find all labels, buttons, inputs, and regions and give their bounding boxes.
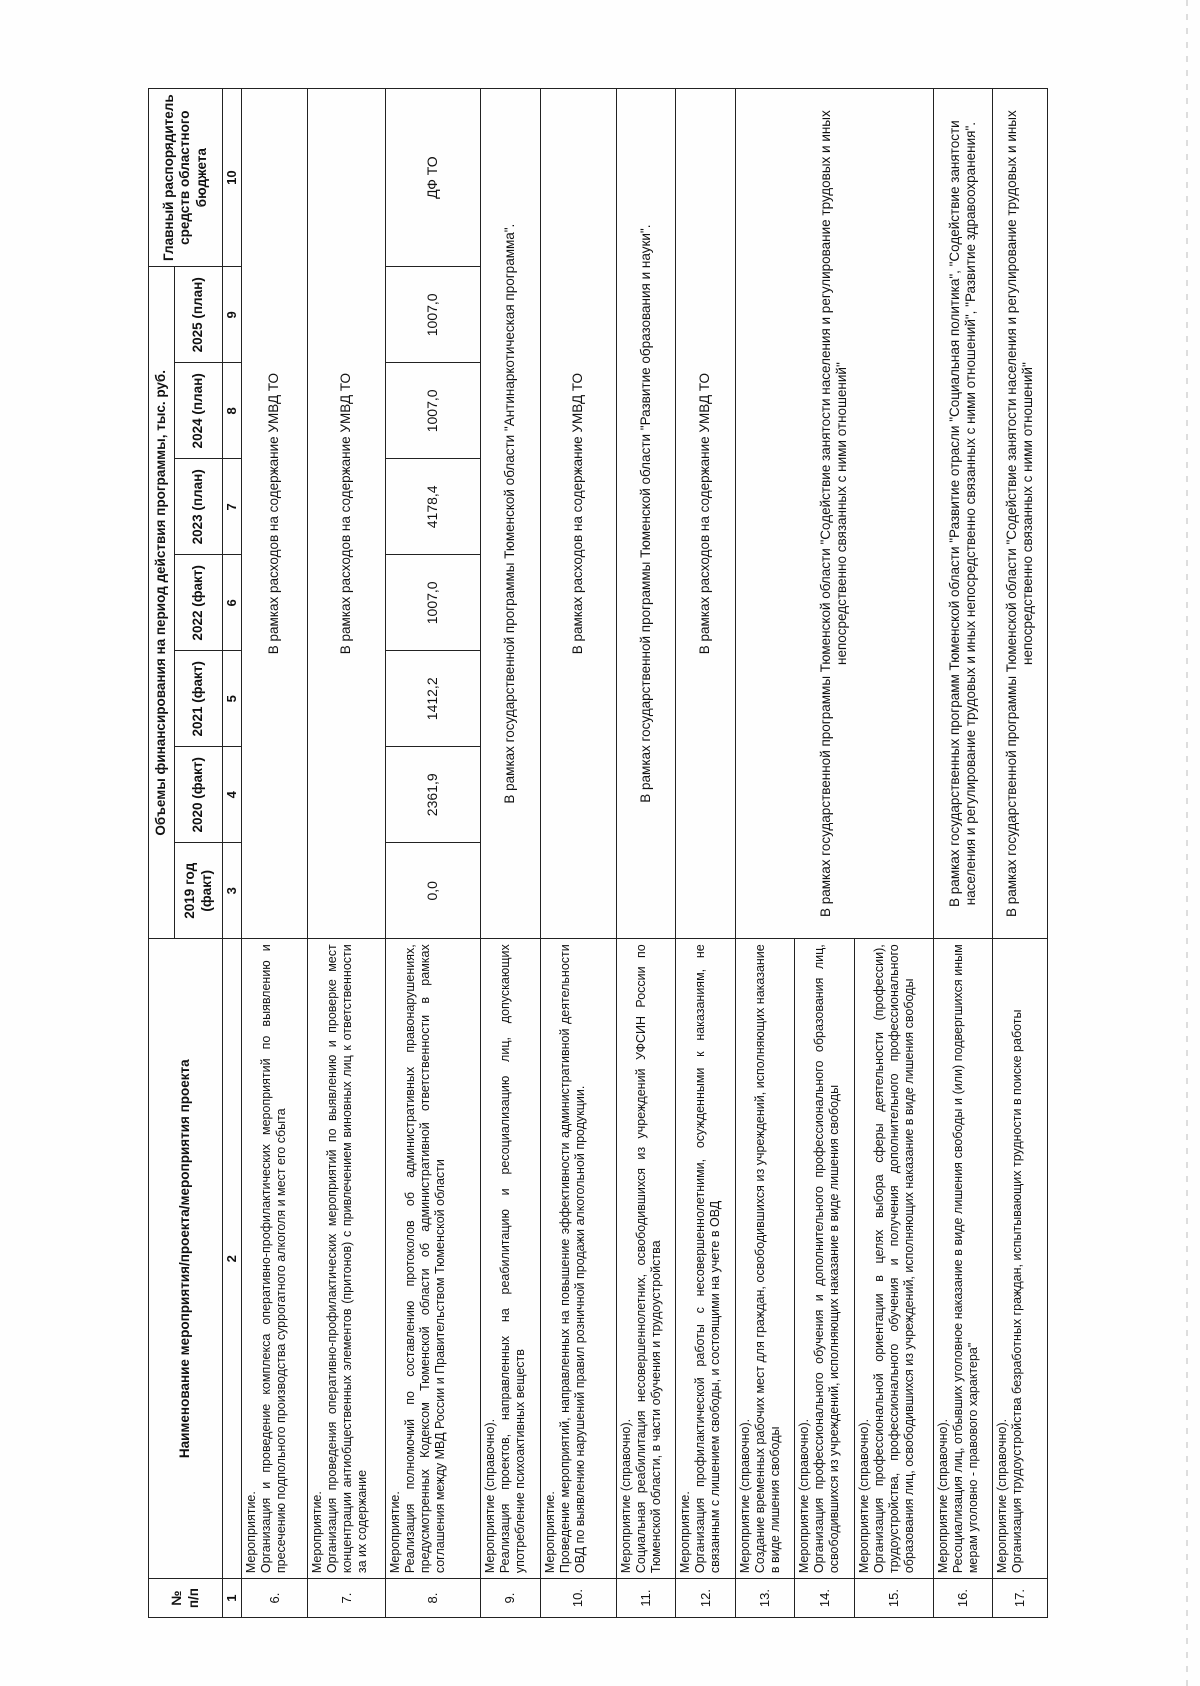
- row-name: Мероприятие (справочно). Создание временных рабочих мест для граждан, освободившихся из учреждений, исполняющих наказание в виде лишения свободы: [735, 939, 795, 1579]
- row-name: Мероприятие. Проведение мероприятий, направленных на повышение эффективности административной деятельности ОВД по выявлению нарушений правил розничной продажи алкогольной продукции.: [540, 939, 616, 1579]
- column-number: 4: [223, 747, 242, 843]
- header-name: Наименование мероприятия/проекта/мероприятия проекта: [149, 939, 223, 1579]
- row-funding-note: В рамках расходов на содержание УМВД ТО: [676, 89, 736, 939]
- row-funding-note: В рамках государственной программы Тюменской области "Содействие занятости населения и регулирование трудовых и иных непосредственно связанных с ними отношений": [735, 89, 933, 939]
- row-number: 16.: [933, 1579, 993, 1618]
- table-row: [735, 89, 795, 1618]
- row-name: Мероприятие. Организация и проведение комплекса оперативно-профилактических мероприятий по выявлению и пресечению подпольного производства суррогатного алкоголя и мест его сбыта: [241, 939, 308, 1579]
- row-number: 11.: [616, 1579, 676, 1618]
- row-name: Мероприятие (справочно). Организация профессионального обучения и дополнительного профессионального образования лиц, освободившихся из учреждений, исполняющих наказание в виде лишения свободы: [795, 939, 855, 1579]
- row-funding-note: В рамках государственной программы Тюменской области "Антинаркотическая программа".: [481, 89, 541, 939]
- row-funding-note: В рамках расходов на содержание УМВД ТО: [241, 89, 308, 939]
- row-funding-note: В рамках государственных программ Тюменской области "Развитие отрасли "Социальная политика", "Содействие занятости населения и регулирование трудовых и иных непосредственно связанных с ними отношений", "Развитие здравоохранения".: [933, 89, 993, 939]
- table-row: [481, 89, 541, 1618]
- column-number: 3: [223, 843, 242, 939]
- row-number: 10.: [540, 1579, 616, 1618]
- row-name: Мероприятие. Организация проведения оперативно-профилактических мероприятий по выявлению и проверке мест концентрации антиобщественных элементов (притонов) с привлечением виновных лиц к ответственности за их содержание: [308, 939, 385, 1579]
- header-year-2020: 2020 (факт): [175, 747, 223, 843]
- rotated-table-wrapper: [148, 88, 1048, 1618]
- row-name: Мероприятие (справочно). Социальная реабилитация несовершеннолетних, освободившихся из учреждений УФСИН России по Тюменской области, в части обучения и трудоустройства: [616, 939, 676, 1579]
- table-row: [933, 89, 993, 1618]
- header-year-2022: 2022 (факт): [175, 555, 223, 651]
- header-year-2025: 2025 (план): [175, 267, 223, 363]
- funding-table: [148, 88, 1048, 1618]
- row-name: Мероприятие. Организация профилактической работы с несовершеннолетними, осужденными к наказаниям, не связанным с лишением свободы, и состоящими на учете в ОВД: [676, 939, 736, 1579]
- header-year-2024: 2024 (план): [175, 363, 223, 459]
- header-funding: Объемы финансирования на период действия программы, тыс. руб.: [149, 267, 175, 939]
- header-distributor: Главный распорядитель средств областного бюджета: [149, 89, 223, 267]
- row-name: Мероприятие (справочно). Реализация проектов, направленных на реабилитацию и ресоциализацию лиц, допускающих употребление психоактивных веществ: [481, 939, 541, 1579]
- value-2020: 2361,9: [385, 747, 480, 843]
- row-funding-note: В рамках расходов на содержание УМВД ТО: [308, 89, 385, 939]
- column-number: 1: [223, 1579, 242, 1618]
- row-number: 7.: [308, 1579, 385, 1618]
- column-number: 9: [223, 267, 242, 363]
- row-number: 15.: [854, 1579, 933, 1618]
- row-number: 17.: [993, 1579, 1048, 1618]
- row-number: 13.: [735, 1579, 795, 1618]
- value-2024: 1007,0: [385, 363, 480, 459]
- row-distributor: ДФ ТО: [385, 89, 480, 267]
- column-number: 8: [223, 363, 242, 459]
- scan-edge-line: [1186, 0, 1188, 1686]
- column-number: 7: [223, 459, 242, 555]
- column-number: 5: [223, 651, 242, 747]
- row-number: 14.: [795, 1579, 855, 1618]
- row-number: 8.: [385, 1579, 480, 1618]
- row-name: Мероприятие (справочно). Ресоциализация лиц, отбывших уголовное наказание в виде лишения свободы и (или) подвергшихся иным мерам уголовно - правового характера": [933, 939, 993, 1579]
- value-2019: 0,0: [385, 843, 480, 939]
- row-funding-note: В рамках государственной программы Тюменской области "Содействие занятости населения и регулирование трудовых и иных непосредственно связанных с ними отношений": [993, 89, 1048, 939]
- value-2025: 1007,0: [385, 267, 480, 363]
- table-row: [993, 89, 1048, 1618]
- header-year-2023: 2023 (план): [175, 459, 223, 555]
- value-2023: 4178,4: [385, 459, 480, 555]
- table-row: [241, 89, 308, 1618]
- value-2022: 1007,0: [385, 555, 480, 651]
- row-number: 9.: [481, 1579, 541, 1618]
- table-row: [385, 89, 480, 1618]
- table-row: [540, 89, 616, 1618]
- column-number: 10: [223, 89, 242, 267]
- table-row: [616, 89, 676, 1618]
- row-number: 6.: [241, 1579, 308, 1618]
- row-name: Мероприятие. Реализация полномочий по составлению протоколов об административных правонарушениях, предусмотренных Кодексом Тюменской области об административной ответственности в рамках соглашения между МВД России и Правительством Тюменской области: [385, 939, 480, 1579]
- header-year-2021: 2021 (факт): [175, 651, 223, 747]
- column-number: 6: [223, 555, 242, 651]
- column-number: 2: [223, 939, 242, 1579]
- value-2021: 1412,2: [385, 651, 480, 747]
- row-name: Мероприятие (справочно). Организация трудоустройства безработных граждан, испытывающих трудности в поиске работы: [993, 939, 1048, 1579]
- table-row: [676, 89, 736, 1618]
- row-funding-note: В рамках расходов на содержание УМВД ТО: [540, 89, 616, 939]
- table-row: [308, 89, 385, 1618]
- header-num: № п/п: [149, 1579, 223, 1618]
- row-name: Мероприятие (справочно). Организация профессиональной ориентации в целях выбора сферы деятельности (профессии), трудоустройства, профессионального обучения и получения дополнительного профессионального образования лиц, освободившихся из учреждений, исполняющих наказание в виде лишения свободы: [854, 939, 933, 1579]
- row-funding-note: В рамках государственной программы Тюменской области "Развитие образования и науки".: [616, 89, 676, 939]
- row-number: 12.: [676, 1579, 736, 1618]
- header-year-2019: 2019 год (факт): [175, 843, 223, 939]
